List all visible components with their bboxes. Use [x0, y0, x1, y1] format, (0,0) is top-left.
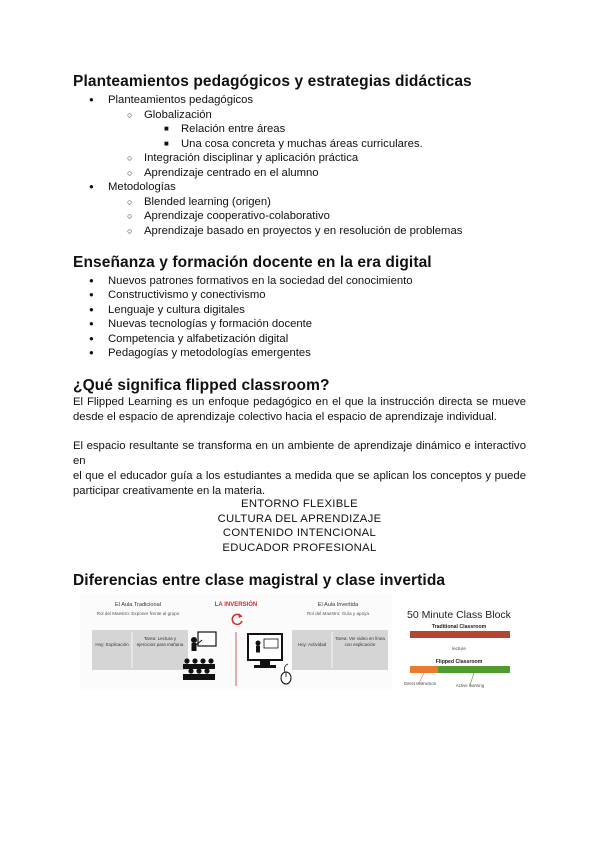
section-heading-flipped: ¿Qué significa flipped classroom?	[73, 377, 330, 394]
class-block-title: 50 Minute Class Block	[407, 609, 511, 621]
section-heading-digital-era: Enseñanza y formación docente en la era digital	[73, 254, 432, 271]
list-item: ● Competencia y alfabetización digital	[108, 332, 288, 346]
traditional-homework: Tarea: Lectura y ejercicios para mañana	[136, 636, 184, 647]
list-item: ■ Una cosa concreta y muchas áreas curriculares.	[181, 137, 423, 151]
list-item: ○ Integración disciplinar y aplicación práctica	[144, 151, 358, 165]
section-heading-differences: Diferencias entre clase magistral y clase invertida	[73, 572, 446, 589]
list-item: ● Planteamientos pedagógicos	[108, 93, 253, 107]
list-item: ● Metodologías	[108, 180, 176, 194]
list-item: ○ Globalización	[144, 108, 212, 122]
paragraph-line: participar creativamente en la materia.	[73, 485, 266, 497]
list-item: ● Pedagogías y metodologías emergentes	[108, 346, 311, 360]
direct-instruction-bar	[410, 666, 438, 673]
active-learning-label: Active learning	[455, 683, 485, 688]
traditional-today: Hoy: Explicación	[95, 642, 129, 647]
list-item: ○ Blended learning (origen)	[144, 195, 271, 209]
pillar: CONTENIDO INTENCIONAL	[222, 527, 377, 539]
paragraph-line: el que el educador guía a los estudiantes a medida que se aplican los conceptos y puede	[73, 470, 526, 482]
direct-instruction-label: Direct Instruction	[403, 682, 437, 686]
list-item: ● Nuevas tecnologías y formación docente	[108, 317, 312, 331]
list-item: ○ Aprendizaje cooperativo-colaborativo	[144, 209, 330, 223]
list-item: ● Lenguaje y cultura digitales	[108, 303, 245, 317]
inverted-today: Hoy: Actividad	[297, 642, 327, 647]
inverted-title: El Aula Invertida	[317, 602, 359, 608]
paragraph-line: El Flipped Learning es un enfoque pedagógico en el que la instrucción directa se mueve	[73, 396, 526, 408]
inversion-label: LA INVERSIÓN	[214, 602, 258, 608]
paragraph-line: desde el espacio de aprendizaje colectivo hacia el espacio de aprendizaje individual.	[73, 411, 497, 423]
active-learning-bar	[438, 666, 510, 673]
traditional-title: El Aula Tradicional	[114, 602, 162, 608]
list-item: ● Constructivismo y conectivismo	[108, 288, 266, 302]
inverted-homework: Tarea: Ver video en línea con explicación	[335, 636, 385, 647]
pillar: ENTORNO FLEXIBLE	[241, 498, 358, 510]
inverted-role: Rol del Maestro: Guía y apoya	[306, 611, 370, 616]
list-item: ○ Aprendizaje basado en proyectos y en resolución de problemas	[144, 224, 462, 238]
lecture-label: lecture	[452, 646, 466, 651]
paragraph-line: El espacio resultante se transforma en un ambiente de aprendizaje dinámico e interactivo en	[73, 440, 526, 467]
classroom-comparison-figure	[80, 594, 392, 690]
paragraph-definition	[73, 395, 526, 425]
paragraph-environment	[73, 439, 526, 499]
section-heading-pedagogical: Planteamientos pedagógicos y estrategias didácticas	[73, 73, 472, 90]
traditional-role: Rol del Maestro: Exponer frente al grupo	[96, 611, 180, 616]
class-block-figure	[398, 606, 520, 692]
list-item: ○ Aprendizaje centrado en el alumno	[144, 166, 319, 180]
pillar: CULTURA DEL APRENDIZAJE	[217, 513, 382, 525]
list-item: ● Nuevos patrones formativos en la sociedad del conocimiento	[108, 274, 413, 288]
flipped-classroom-label: Flipped Classroom	[435, 659, 483, 665]
pillar: EDUCADOR PROFESIONAL	[222, 542, 377, 554]
traditional-classroom-label: Traditional Classroom	[431, 624, 487, 630]
lecture-bar	[410, 631, 510, 638]
list-item: ■ Relación entre áreas	[181, 122, 285, 136]
